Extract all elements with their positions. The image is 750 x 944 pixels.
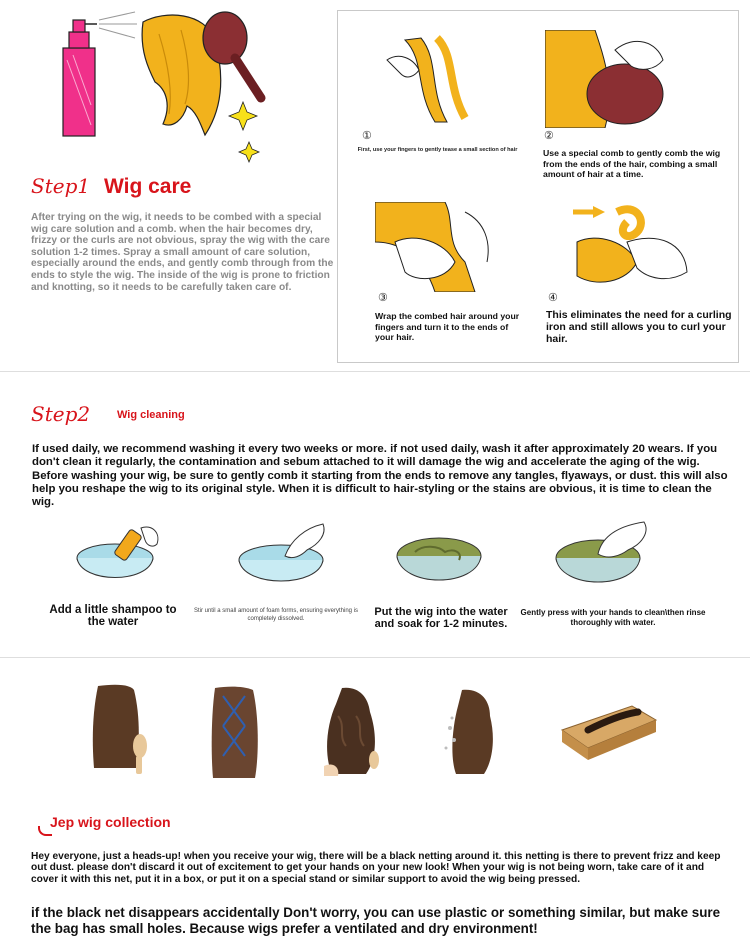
step1-script-label: Step1 <box>31 174 91 198</box>
divider <box>0 657 750 658</box>
section2-body: If used daily, we recommend washing it every two weeks or more. if not used daily, wash it after approximately 20 wears. If you don't clean it regularly, the contamination and sebum attached to it will damage the wig and accelerate the aging of the wig. Before washing your wig, be sure to gently comb it starting from the ends to remove any tangles, flyaways, or dust. this will also help you reshape the wig to its original style. When it is difficult to hair-styling or the stains are obvious, it is time to clean the wig. <box>32 443 728 509</box>
step4-caption: This eliminates the need for a curling iron and still allows you to curl your hair. <box>546 309 732 345</box>
step4-curl-illustration <box>567 202 691 292</box>
bowl-soak-illustration <box>393 522 488 597</box>
section3-body-note: if the black net disappears accidentally Don't worry, you can use plastic or something similar, but make sure the bag has small holes. Because wigs prefer a ventilated and dry environment! <box>31 905 721 936</box>
bowl-stir-illustration <box>235 520 330 598</box>
section1-body: After trying on the wig, it needs to be combed with a special wig care solution and a comb. when the hair becomes dry, frizzy or the curls are not obvious, spray the wig with the care solution 1-2 times. Spray a small amount of care solution, especially around the ends, and gently comb through from the ends to style the wig. The inside of the wig is prone to friction and knotting, so it needs to be carefully taken care of. <box>31 212 334 293</box>
bowl-shampoo-illustration <box>75 522 165 597</box>
bowl-press-illustration <box>552 520 652 598</box>
section1-title: Wig care <box>104 175 192 198</box>
step4-number: ④ <box>548 292 558 304</box>
step2-number: ② <box>544 130 554 142</box>
section2-title: Wig cleaning <box>117 409 185 421</box>
spray-bottle-illustration <box>55 10 285 175</box>
bowl1-caption: Add a little shampoo to the water <box>49 604 177 628</box>
divider <box>0 371 750 372</box>
bowl2-caption: Stir until a small amount of foam forms, ensuring everything is completely dissolved. <box>193 608 359 622</box>
step1-number: ① <box>362 130 372 142</box>
bowl4-caption: Gently press with your hands to clean\then rinse thoroughly with water. <box>520 608 706 627</box>
wig-brown-straight-icon <box>90 684 160 776</box>
wig-net-inside-icon <box>209 686 261 782</box>
step1-caption: First, use your fingers to gently tease a small section of hair <box>357 147 518 153</box>
bowl3-caption: Put the wig into the water and soak for 1-2 minutes. <box>374 606 508 630</box>
step3-caption: Wrap the combed hair around your fingers and turn it to the ends of your hair. <box>375 311 520 342</box>
wig-curly-comb-icon <box>322 686 384 780</box>
wig-box-storage-icon <box>558 700 658 762</box>
section3-body: Hey everyone, just a heads-up! when you receive your wig, there will be a black netting around it. this netting is there to prevent frizz and keep out dust. please don't discard it out of excitement to get your hands on your new look! When your wig is not being worn, take care of it and cover it with this net, put it in a box, or put it on a special stand or similar support to avoid the wig being pressed. <box>31 851 721 885</box>
step2-comb-illustration <box>545 30 667 128</box>
wig-curly-spray-icon <box>440 688 502 778</box>
step1-hair-illustration <box>385 30 475 128</box>
step3-number: ③ <box>378 292 388 304</box>
step2-script-label: Step2 <box>31 402 91 426</box>
step3-wrap-illustration <box>375 202 497 292</box>
step2-caption: Use a special comb to gently comb the wig from the ends of the hair, combing a small amount of hair at a time. <box>543 148 721 179</box>
section3-title: Jep wig collection <box>50 814 171 830</box>
